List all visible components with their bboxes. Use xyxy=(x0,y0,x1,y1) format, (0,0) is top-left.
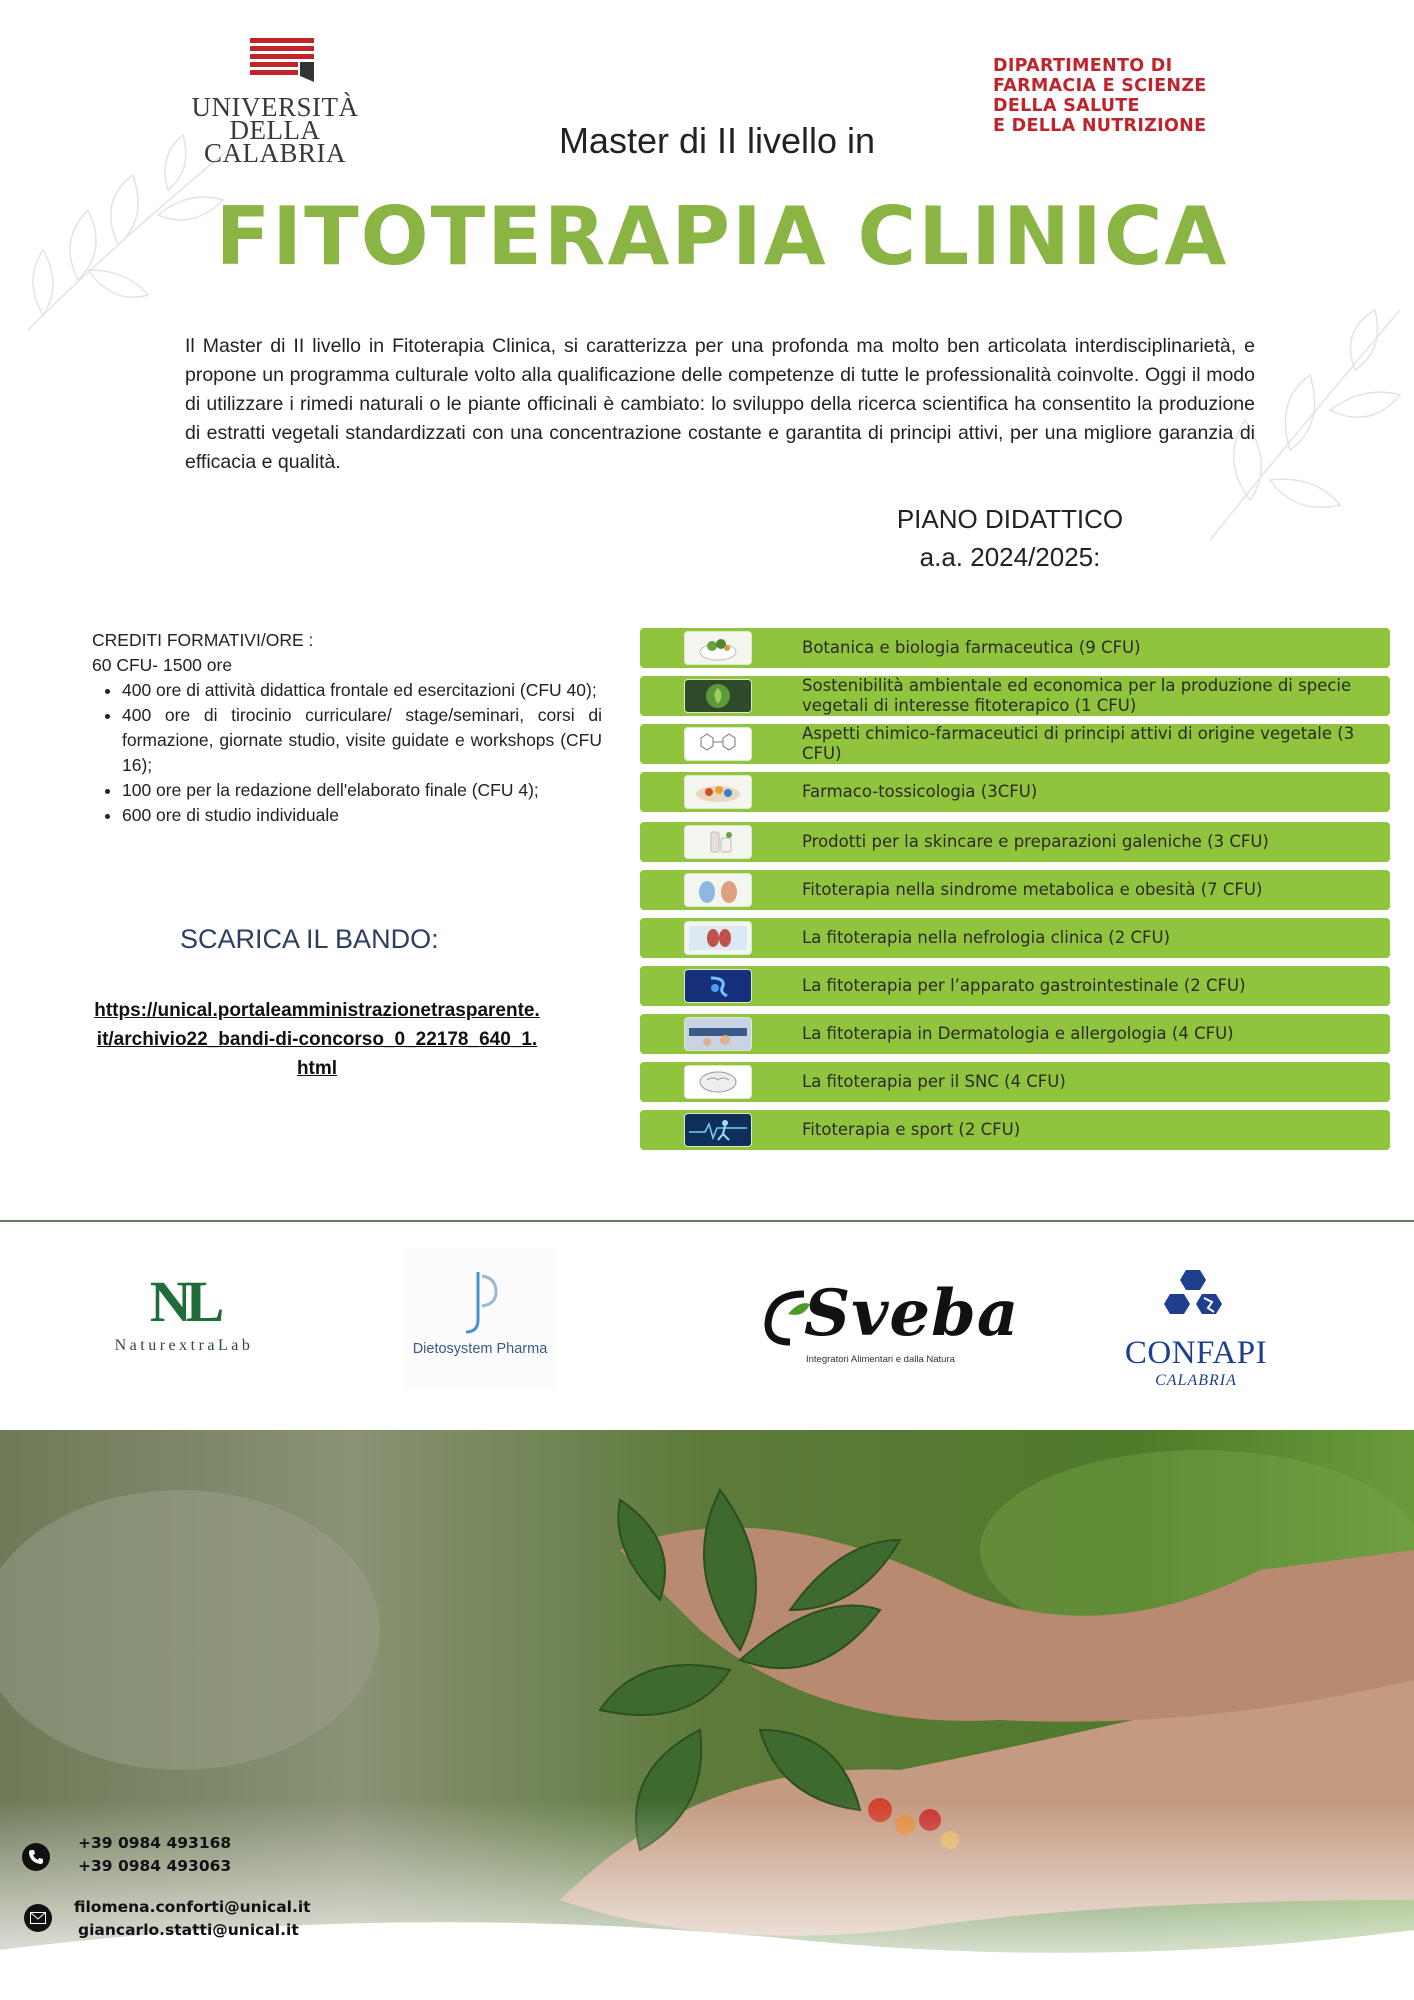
runner-icon xyxy=(684,1113,752,1147)
pills-icon xyxy=(684,775,752,809)
course-item xyxy=(640,1014,1390,1054)
course-item xyxy=(640,724,1390,764)
course-item xyxy=(640,870,1390,910)
confapi-name: CONFAPI xyxy=(1124,1335,1268,1371)
dietosystem-logo xyxy=(405,1248,555,1388)
confapi-emblem-icon xyxy=(1156,1266,1236,1330)
course-label: Prodotti per la skincare e preparazioni galeniche (3 CFU) xyxy=(802,832,1269,851)
course-item xyxy=(640,966,1390,1006)
scarica-bando-heading: SCARICA IL BANDO: xyxy=(180,924,439,954)
phone-number[interactable]: +39 0984 493063 xyxy=(78,1857,232,1875)
course-label: La fitoterapia nella nefrologia clinica (2 CFU) xyxy=(802,928,1171,947)
crediti-section xyxy=(92,628,602,828)
course-item xyxy=(640,918,1390,958)
piano-didattico-heading xyxy=(860,500,1160,576)
course-label: Sostenibilità ambientale ed economica per la produzione di specie vegetali di interesse fitoterapico (1 CFU) xyxy=(802,676,1352,715)
course-item xyxy=(640,628,1390,668)
department-line: DIPARTIMENTO DI xyxy=(993,56,1173,76)
department-line: DELLA SALUTE xyxy=(993,96,1140,116)
naturextra-name: NaturextraLab xyxy=(114,1337,254,1354)
crediti-item: • 600 ore di studio individuale xyxy=(122,803,602,828)
crediti-total: 60 CFU- 1500 ore xyxy=(92,655,233,675)
course-label: Farmaco-tossicologia (3CFU) xyxy=(802,782,1038,801)
department-line: FARMACIA E SCIENZE xyxy=(993,76,1207,96)
phone-icon xyxy=(22,1843,50,1871)
course-label: La fitoterapia per l’apparato gastrointestinale (2 CFU) xyxy=(802,976,1246,995)
naturextra-logo xyxy=(84,1268,284,1378)
course-item xyxy=(640,1062,1390,1102)
course-label: Fitoterapia e sport (2 CFU) xyxy=(802,1120,1021,1139)
digestive-icon xyxy=(684,969,752,1003)
email-addresses xyxy=(74,1896,311,1942)
molecule-icon xyxy=(684,727,752,761)
globe-plant-icon xyxy=(684,679,752,713)
kidney-icon xyxy=(684,921,752,955)
phone-number[interactable]: +39 0984 493168 xyxy=(78,1834,232,1852)
section-divider xyxy=(0,1220,1414,1222)
sveba-logo xyxy=(758,1276,1020,1372)
naturextra-mark: NL xyxy=(149,1269,219,1334)
university-name-line2: CALABRIA xyxy=(203,138,346,168)
course-item xyxy=(640,676,1390,716)
course-label: Fitoterapia nella sindrome metabolica e obesità (7 CFU) xyxy=(802,880,1263,899)
course-label: Aspetti chimico-farmaceutici di principi attivi di origine vegetale (3 CFU) xyxy=(802,724,1355,763)
academic-year: a.a. 2024/2025: xyxy=(919,542,1101,572)
phone-numbers xyxy=(78,1832,231,1878)
piano-didattico-label: PIANO DIDATTICO xyxy=(896,504,1124,534)
email-icon xyxy=(24,1904,52,1932)
course-label: Botanica e biologia farmaceutica (9 CFU) xyxy=(802,638,1141,657)
university-emblem-icon xyxy=(250,38,314,82)
bando-link[interactable]: https://unical.portaleamministrazionetrasparente.it/archivio22_bandi-di-concorso_0_22178_640_1.html xyxy=(94,1000,540,1079)
herbs-bowl-icon xyxy=(684,631,752,665)
crediti-list xyxy=(122,678,602,828)
email-address[interactable]: giancarlo.statti@unical.it xyxy=(78,1921,299,1939)
email-address[interactable]: filomena.conforti@unical.it xyxy=(74,1898,311,1916)
crediti-item: • 100 ore per la redazione dell'elaborato finale (CFU 4); xyxy=(122,778,602,803)
department-line: E DELLA NUTRIZIONE xyxy=(993,116,1207,136)
course-item xyxy=(640,772,1390,812)
course-label: La fitoterapia in Dermatologia e allergologia (4 CFU) xyxy=(802,1024,1234,1043)
crediti-item: • 400 ore di tirocinio curriculare/ stage/seminari, corsi di formazione, giornate studio, visite guidate e workshops (CFU 16); xyxy=(122,703,602,778)
master-subtitle: Master di II livello in xyxy=(558,120,876,161)
master-title: FITOTERAPIA CLINICA xyxy=(215,190,1229,283)
skin-icon xyxy=(684,1017,752,1051)
sveba-tagline: Integratori Alimentari e dalla Natura xyxy=(806,1354,955,1365)
confapi-logo xyxy=(1116,1266,1276,1396)
course-label: La fitoterapia per il SNC (4 CFU) xyxy=(802,1072,1066,1091)
crediti-item: • 400 ore di attività didattica frontale ed esercitazioni (CFU 40); xyxy=(122,678,602,703)
sveba-name: Sveba xyxy=(804,1276,1020,1351)
university-name-line1: UNIVERSITÀ DELLA xyxy=(191,92,359,145)
crediti-heading: CREDITI FORMATIVI/ORE : xyxy=(92,630,314,650)
cosmetics-icon xyxy=(684,825,752,859)
dietosystem-name: Dietosystem Pharma xyxy=(412,1341,548,1357)
intro-paragraph: Il Master di II livello in Fitoterapia Clinica, si caratterizza per una profonda ma molto ben articolata interdisciplinarietà, e propone un programma culturale volto alla qualificazione delle competenze di tutte le professionalità coinvolte. Oggi il modo di utilizzare i rimedi naturali o le piante officinali è cambiato: lo sviluppo della ricerca scientifica ha consentito la produzione di estratti vegetali standardizzati con una concentrazione costante e garantita di principi attivi, per una migliore garanzia di efficacia e qualità. xyxy=(185,335,1255,473)
body-icon xyxy=(684,873,752,907)
course-item xyxy=(640,1110,1390,1150)
dietosystem-mark-icon xyxy=(460,1270,500,1336)
confapi-region: CALABRIA xyxy=(1155,1372,1237,1389)
course-item xyxy=(640,822,1390,862)
brain-icon xyxy=(684,1065,752,1099)
